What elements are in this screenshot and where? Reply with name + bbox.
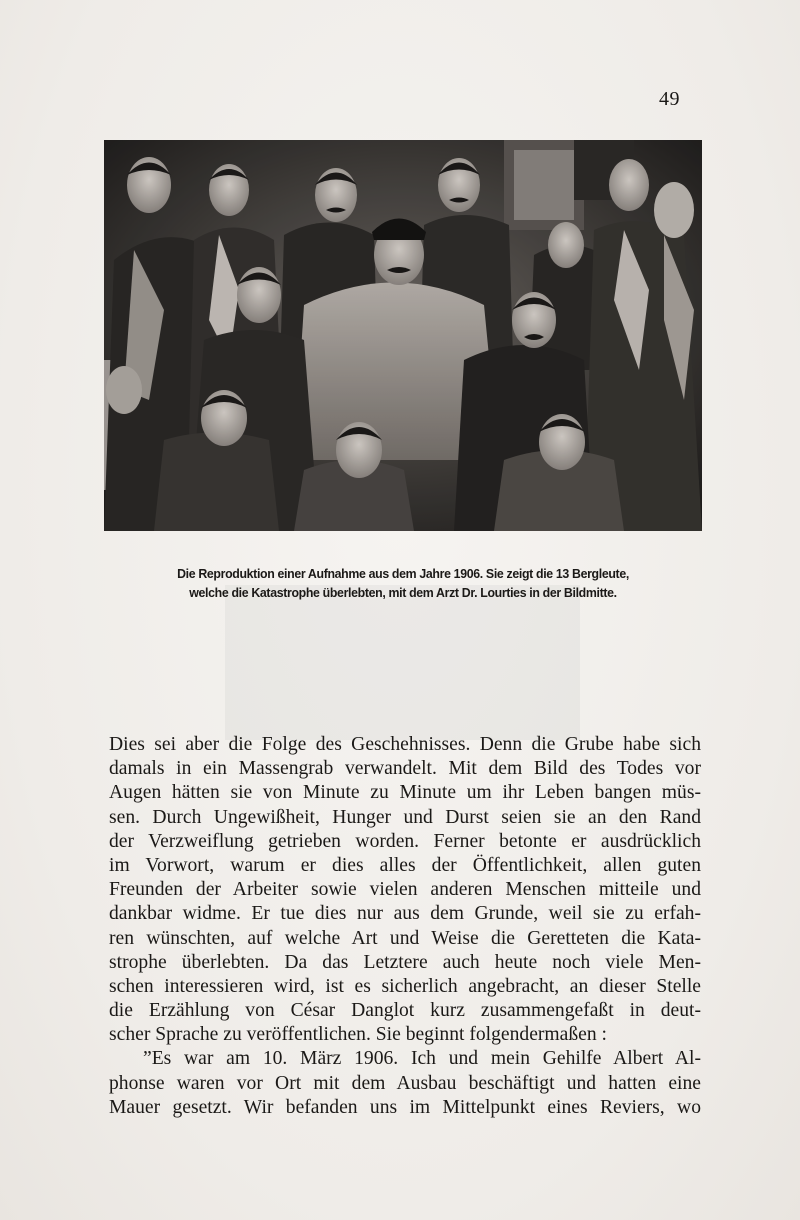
photo-illustration xyxy=(104,140,702,531)
show-through-shadow xyxy=(225,585,580,740)
page-number: 49 xyxy=(659,88,680,110)
historic-group-photo xyxy=(104,140,702,531)
text-line: strophe überlebten. Da das Letztere auch heute noch viele Men- xyxy=(109,951,701,973)
text-line: ren wünschten, auf welche Art und Weise die Geretteten die Kata- xyxy=(109,927,701,949)
photo-caption xyxy=(106,565,700,603)
text-line: Mauer gesetzt. Wir befanden uns im Mittelpunkt eines Reviers, wo xyxy=(109,1096,701,1118)
text-line: Freunden der Arbeiter sowie vielen anderen Menschen mitteile und xyxy=(109,879,701,901)
paragraph xyxy=(109,1047,701,1120)
caption-line: welche die Katastrophe überlebten, mit dem Arzt Dr. Lourties in der Bildmitte. xyxy=(189,586,617,600)
caption-line: Die Reproduktion einer Aufnahme aus dem Jahre 1906. Sie zeigt die 13 Bergleute, xyxy=(177,567,629,581)
text-line: sen. Durch Ungewißheit, Hunger und Durst seien sie an den Rand xyxy=(109,806,701,828)
text-line: Dies sei aber die Folge des Geschehnisses. Denn die Grube habe sich xyxy=(109,734,701,755)
text-line: dankbar widme. Er tue dies nur aus dem Grunde, weil sie zu erfah- xyxy=(109,903,701,925)
text-line: schen interessieren wird, ist es sicherlich angebracht, an dieser Stelle xyxy=(109,975,701,997)
body-text xyxy=(109,733,701,1120)
text-line: der Verzweiflung getrieben worden. Ferner betonte er ausdrücklich xyxy=(109,830,701,852)
text-line: im Vorwort, warum er dies alles der Öffentlichkeit, allen guten xyxy=(109,854,701,876)
paragraph xyxy=(109,733,701,1047)
text-line: scher Sprache zu veröffentlichen. Sie beginnt folgendermaßen : xyxy=(109,1024,608,1046)
text-line: die Erzählung von César Danglot kurz zusammengefaßt in deut- xyxy=(109,1000,701,1022)
text-line: Augen hätten sie von Minute zu Minute um ihr Leben bangen müs- xyxy=(109,782,701,804)
text-line: ”Es war am 10. März 1906. Ich und mein Gehilfe Albert Al- xyxy=(143,1048,701,1070)
text-line: damals in ein Massengrab verwandelt. Mit dem Bild des Todes vor xyxy=(109,758,701,780)
text-line: phonse waren vor Ort mit dem Ausbau beschäftigt und hatten eine xyxy=(109,1072,701,1094)
